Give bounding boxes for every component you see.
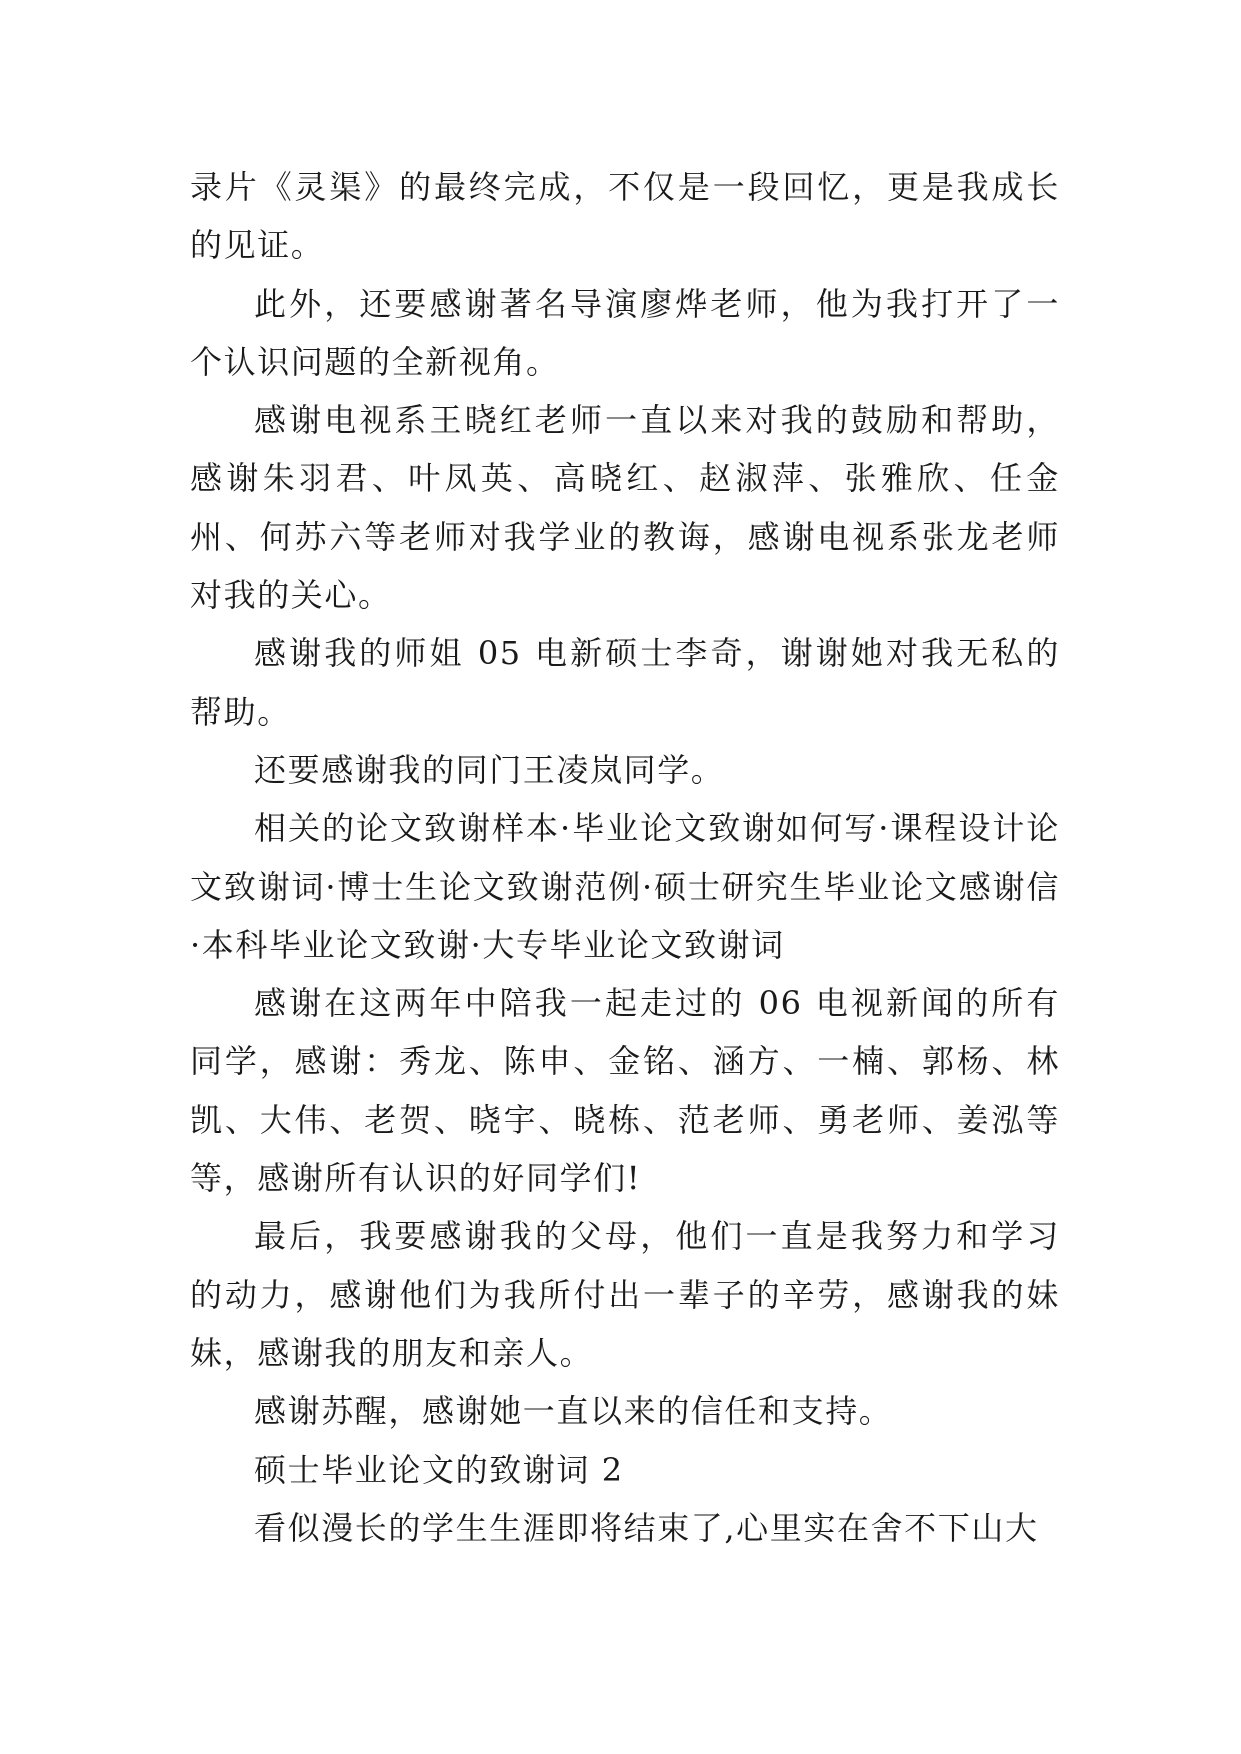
paragraph-6: 相关的论文致谢样本·毕业论文致谢如何写·课程设计论文致谢词·博士生论文致谢范例·硕士研究生毕业论文感谢信·本科毕业论文致谢·大专毕业论文致谢词	[190, 809, 1060, 964]
paragraph-11: 看似漫长的学生生涯即将结束了,心里实在舍不下山大	[254, 1508, 1039, 1547]
document-body	[190, 158, 1060, 1557]
paragraph-3: 感谢电视系王晓红老师一直以来对我的鼓励和帮助，感谢朱羽君、叶凤英、高晓红、赵淑萍、张雅欣、任金州、何苏六等老师对我学业的教诲，感谢电视系张龙老师对我的关心。	[190, 401, 1060, 615]
paragraph-8: 最后，我要感谢我的父母，他们一直是我努力和学习的动力，感谢他们为我所付出一辈子的辛劳，感谢我的妹妹，感谢我的朋友和亲人。	[190, 1217, 1060, 1372]
paragraph-1: 录片《灵渠》的最终完成，不仅是一段回忆，更是我成长的见证。	[190, 168, 1060, 265]
paragraph-5: 还要感谢我的同门王凌岚同学。	[254, 750, 725, 789]
paragraph-4: 感谢我的师姐 05 电新硕士李奇，谢谢她对我无私的帮助。	[190, 634, 1060, 731]
paragraph-2: 此外，还要感谢著名导演廖烨老师，他为我打开了一个认识问题的全新视角。	[190, 284, 1060, 381]
paragraph-9: 感谢苏醒，感谢她一直以来的信任和支持。	[254, 1392, 893, 1431]
paragraph-7: 感谢在这两年中陪我一起走过的 06 电视新闻的所有同学，感谢：秀龙、陈申、金铭、涵方、一楠、郭杨、林凯、大伟、老贺、晓宇、晓栋、范老师、勇老师、姜泓等等，感谢所有认识的好同学们!	[190, 984, 1060, 1198]
section-heading: 硕士毕业论文的致谢词 2	[254, 1450, 624, 1489]
